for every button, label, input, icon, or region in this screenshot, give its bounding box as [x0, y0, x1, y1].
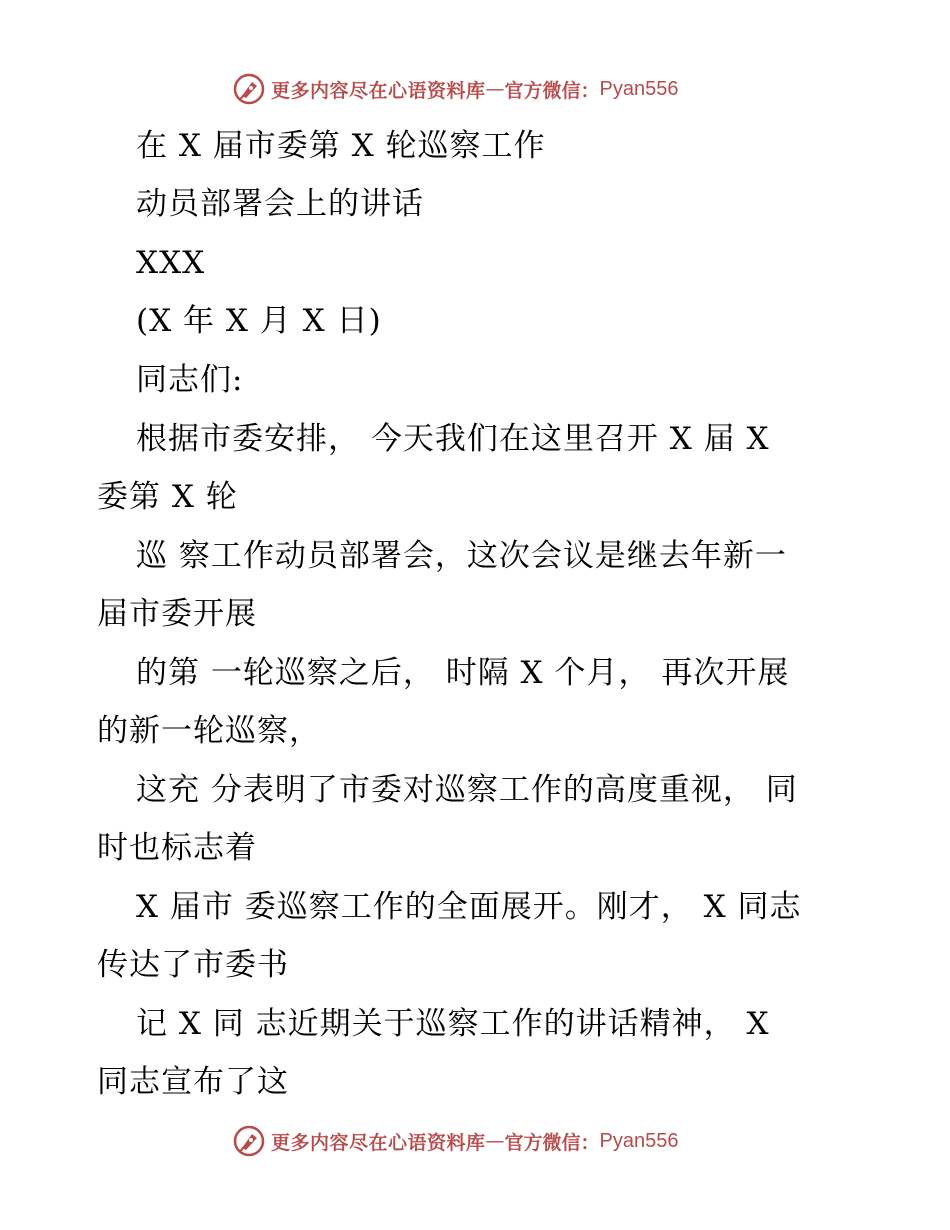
watermark-separator: — [485, 78, 505, 100]
wechat-label: 官方微信： [504, 1131, 600, 1154]
body-text-line: 根据市委安排， 今天我们在这里召开 X 届 X [136, 421, 770, 457]
wechat-id: Pyan556 [599, 1129, 679, 1152]
watermark-separator: — [485, 1130, 505, 1152]
body-text-line: 记 X 同 志近期关于巡察工作的讲话精神， X [136, 1006, 770, 1042]
body-text-line: 巡 察工作动员部署会，这次会议是继去年新一 [136, 538, 787, 574]
body-text-line: 届市委开展 [97, 596, 257, 632]
body-text-line: 的新一轮巡察， [97, 713, 321, 749]
document-title-line-2: 动员部署会上的讲话 [136, 186, 424, 222]
watermark-text: 更多内容尽在心语资料库 [271, 1131, 486, 1154]
document-salutation: 同志们: [136, 362, 244, 398]
body-text-line: 同志宣布了这 [97, 1064, 289, 1100]
body-text-line: 这充 分表明了市委对巡察工作的高度重视， 同 [136, 772, 798, 808]
document-author: XXX [136, 245, 206, 281]
wechat-id: Pyan556 [599, 77, 679, 100]
footer-watermark [233, 1124, 679, 1158]
pen-nib-logo-icon [233, 1125, 265, 1157]
body-text-line: 委第 X 轮 [97, 479, 238, 515]
body-text-line: 的第 一轮巡察之后， 时隔 X 个月， 再次开展 [136, 655, 790, 691]
header-watermark [233, 72, 679, 106]
watermark-text: 更多内容尽在心语资料库 [271, 79, 486, 102]
body-text-line: 时也标志着 [97, 830, 257, 866]
body-text-line: X 届市 委巡察工作的全面展开。刚才， X 同志 [136, 889, 802, 925]
document-title-line-1: 在 X 届市委第 X 轮巡察工作 [136, 128, 546, 164]
document-date: (X 年 X 月 X 日) [136, 303, 382, 339]
wechat-label: 官方微信： [504, 79, 600, 102]
body-text-line: 传达了市委书 [97, 947, 289, 983]
pen-nib-logo-icon [233, 73, 265, 105]
